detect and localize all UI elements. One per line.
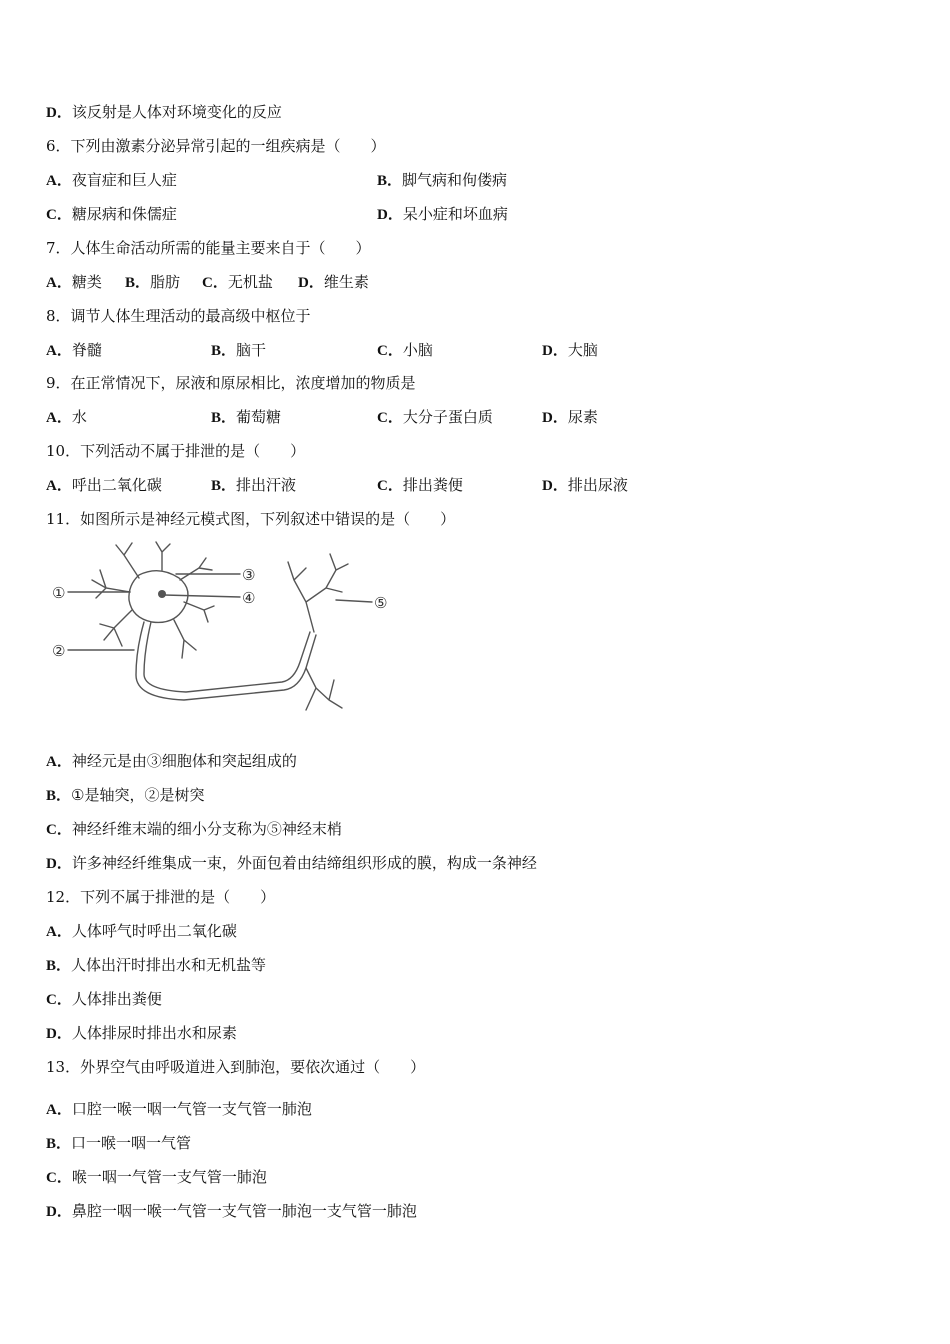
option-text: 呆小症和坏血病 [402,205,508,223]
q13-option-d [46,1201,417,1222]
option-text: 排出尿液 [567,476,628,494]
q12-stem: 12．下列不属于排泄的是（ ） [46,888,276,906]
option-label: A． [46,275,72,291]
figure-label-1: ① [52,584,66,602]
figure-label-3: ③ [242,566,256,584]
option-text: 呼出二氧化碳 [71,476,162,494]
q6-option-b [377,170,507,191]
option-text: 大分子蛋白质 [402,408,493,426]
q11-option-c [46,819,342,840]
q6-option-c [46,204,177,225]
q11-option-a [46,751,297,772]
q11-stem: 11．如图所示是神经元模式图，下列叙述中错误的是（ ） [46,510,456,528]
option-label: A． [46,478,72,494]
q9-stem: 9．在正常情况下，尿液和原尿相比，浓度增加的物质是 [46,374,416,392]
option-label: C． [46,1170,72,1186]
option-text: 人体排尿时排出水和尿素 [71,1024,237,1042]
option-label: B． [46,958,72,974]
option-label: D． [46,105,72,121]
option-label: D． [46,1204,72,1220]
q6-option-d [377,204,508,225]
option-text: 人体出汗时排出水和无机盐等 [71,956,267,974]
option-text: 脂肪 [150,273,181,291]
option-label: C． [46,207,72,223]
option-text: 人体呼气时呼出二氧化碳 [71,922,237,940]
q7-stem: 7．人体生命活动所需的能量主要来自于（ ） [46,239,371,257]
q11-option-d [46,853,537,874]
dendrite [180,558,212,580]
option-text: 该反射是人体对环境变化的反应 [71,103,282,121]
q7-option-d [298,272,369,293]
option-label: A． [46,1102,72,1118]
figure-label-4: ④ [242,589,256,607]
q8-stem: 8．调节人体生理活动的最高级中枢位于 [46,307,311,325]
option-label: D． [542,478,568,494]
option-label: C． [377,478,403,494]
option-label: D． [46,856,72,872]
option-label: C． [377,343,403,359]
option-text: 许多神经纤维集成一束，外面包着由结缔组织形成的膜，构成一条神经 [71,854,537,872]
axon-terminal-branch [306,668,342,710]
option-label: C． [377,410,403,426]
option-text: 葡萄糖 [236,408,282,426]
q12-option-a [46,921,237,942]
option-label: C． [46,992,72,1008]
option-text: 脚气病和佝偻病 [402,171,508,189]
q13-stem: 13．外界空气由呼吸道进入到肺泡，要依次通过（ ） [46,1058,426,1076]
dendrite [100,610,132,646]
q13-option-a [46,1099,312,1120]
q13-option-b [46,1133,191,1154]
option-text: 口腔一喉一咽一气管一支气管一肺泡 [71,1100,312,1118]
neuron-diagram [44,540,404,725]
dendrite [174,620,196,658]
option-label: D． [46,1026,72,1042]
q12-option-d [46,1023,237,1044]
option-text: 小脑 [402,341,433,359]
q5-option-d [46,102,282,123]
dendrite [116,543,139,578]
q8-option-a [46,340,102,361]
option-text: 大脑 [567,341,598,359]
option-text: 口一喉一咽一气管 [71,1134,192,1152]
option-text: 糖类 [71,273,102,291]
option-text: 鼻腔一咽一喉一气管一支气管一肺泡一支气管一肺泡 [71,1202,417,1220]
label-line-4 [164,595,240,597]
q7-option-a [46,272,102,293]
option-label: A． [46,173,72,189]
q8-option-b [211,340,266,361]
q12-option-c [46,989,162,1010]
axon-sheath [144,622,310,692]
option-text: 排出汗液 [236,476,297,494]
q8-option-d [542,340,598,361]
q13-option-c [46,1167,267,1188]
q8-option-c [377,340,433,361]
nerve-ending [288,554,348,632]
option-label: C． [202,275,228,291]
q12-option-b [46,955,266,976]
dendrite [184,602,214,622]
option-text: 脊髓 [71,341,102,359]
option-text: 神经纤维末端的细小分支称为⑤神经末梢 [71,820,342,838]
figure-label-2: ② [52,642,66,660]
option-text: 水 [71,408,87,426]
option-text: ①是轴突，②是树突 [71,786,205,804]
option-label: A． [46,754,72,770]
q10-option-b [211,475,296,496]
cell-body-outline [129,571,188,623]
option-label: D． [298,275,324,291]
label-line-5 [336,600,372,602]
option-label: B． [46,1136,72,1152]
option-label: B． [211,410,237,426]
option-label: B． [46,788,72,804]
q9-option-b [211,407,281,428]
option-text: 无机盐 [227,273,273,291]
dendrite [156,542,170,570]
q6-stem: 6．下列由激素分泌异常引起的一组疾病是（ ） [46,137,386,155]
option-text: 尿素 [567,408,598,426]
q10-stem: 10．下列活动不属于排泄的是（ ） [46,442,306,460]
option-label: A． [46,924,72,940]
q11-option-b [46,785,204,806]
option-text: 喉一咽一气管一支气管一肺泡 [71,1168,267,1186]
option-text: 排出粪便 [402,476,463,494]
q7-option-c [202,272,273,293]
option-label: D． [377,207,403,223]
option-label: B． [125,275,151,291]
dendrite [92,570,130,598]
option-label: B． [377,173,403,189]
option-label: C． [46,822,72,838]
q10-option-a [46,475,162,496]
q9-option-a [46,407,87,428]
option-label: D． [542,410,568,426]
option-label: A． [46,410,72,426]
figure-label-5: ⑤ [374,594,388,612]
option-label: A． [46,343,72,359]
option-label: D． [542,343,568,359]
q6-option-a [46,170,177,191]
option-text: 夜盲症和巨人症 [71,171,177,189]
option-text: 神经元是由③细胞体和突起组成的 [71,752,297,770]
option-text: 脑干 [236,341,267,359]
option-text: 人体排出粪便 [71,990,162,1008]
option-label: B． [211,343,237,359]
q10-option-c [377,475,463,496]
option-label: B． [211,478,237,494]
option-text: 糖尿病和侏儒症 [71,205,177,223]
q10-option-d [542,475,628,496]
q9-option-d [542,407,598,428]
q9-option-c [377,407,493,428]
nucleus [158,590,166,598]
q7-option-b [125,272,180,293]
option-text: 维生素 [323,273,369,291]
